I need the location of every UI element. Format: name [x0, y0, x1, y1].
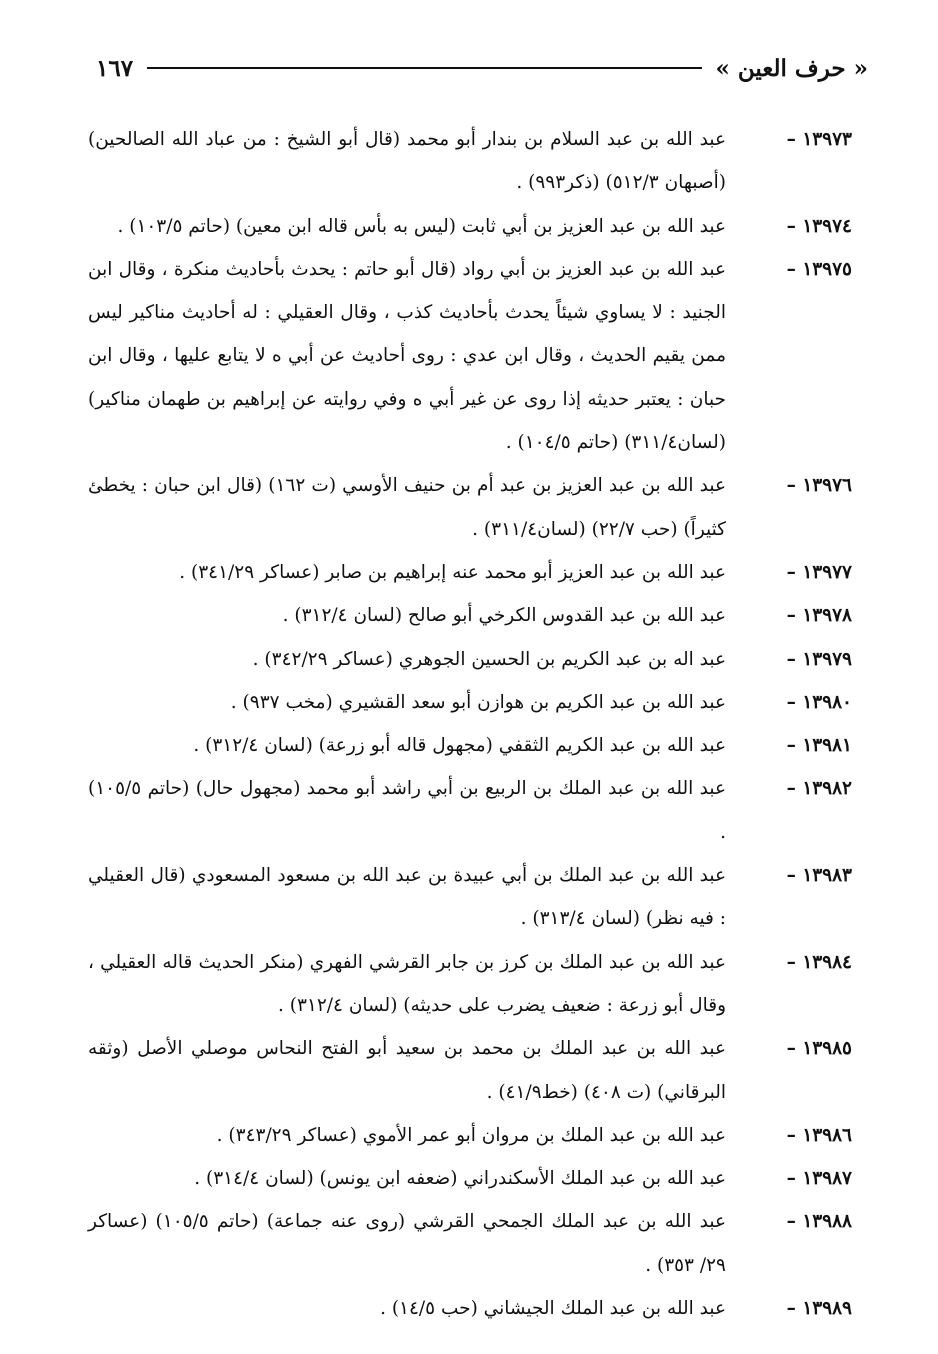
entry-text: عبد الله بن عبد الملك الجيشاني (حب ١٤/٥) . — [380, 1298, 726, 1320]
entry-number: ١٣٩٧٨ – — [786, 605, 852, 627]
entry-text: عبد الله بن عبد الملك الأسكندراني (ضعفه ابن يونس) (لسان ٣١٤/٤) . — [194, 1168, 726, 1190]
entry-text: عبد الله بن عبد الملك بن كرز بن جابر القرشي الفهري (منكر الحديث قاله العقيلي ، وقال أبو زرعة : ضعيف يضرب على حديثه) (لسان ٣١٢/٤) . — [88, 951, 726, 1016]
entry-text: عبد الله بن عبد الملك بن أبي عبيدة بن عبد الله بن مسعود المسعودي (قال العقيلي : فيه نظر) (لسان ٣١٣/٤) . — [88, 865, 726, 930]
entry-number: ١٣٩٧٣ – — [786, 129, 852, 150]
entry-13981 — [88, 724, 852, 767]
entry-13985 — [88, 1027, 852, 1114]
entry-text: عبد الله بن عبد الملك بن محمد بن سعيد أبو الفتح النحاس موصلي الأصل (وثقه البرقاني) (ت ٤٠٨) (خط٤١/٩) . — [88, 1038, 726, 1103]
entry-13974 — [88, 205, 852, 248]
entry-text: عبد الله بن عبد العزيز بن أبي رواد (قال أبو حاتم : يحدث بأحاديث منكرة ، وقال ابن الجنيد : لا يساوي شيئاً يحدث بأحاديث كذب ، وقال العقيلي : له أحاديث مناكير ليس ممن يقيم الحديث ، وقال ابن عدي : روى أحاديث عن أبي ه لا يتابع عليها ، وقال ابن حبان : يعتبر حديثه إذا روى عن غير أبي ه وفي روايته عن إبراهيم بن طهمان مناكير) (لسان٣١١/٤) (حاتم ١٠٤/٥) . — [88, 258, 726, 454]
header-rule — [147, 67, 701, 69]
entry-13988 — [88, 1200, 852, 1287]
entry-13989 — [88, 1287, 852, 1330]
entry-number: ١٣٩٧٩ – — [786, 648, 852, 670]
entry-13975 — [88, 248, 852, 464]
entry-13987 — [88, 1157, 852, 1200]
entry-13984 — [88, 941, 852, 1028]
entry-number: ١٣٩٨٠ – — [786, 691, 852, 713]
entry-text: عبد الله بن عبد السلام بن بندار أبو محمد (قال أبو الشيخ : من عباد الله الصالحين) (أصبهان ٥١٢/٣) (ذكر٩٩٣) . — [88, 129, 726, 194]
entry-13980 — [88, 681, 852, 724]
entry-number: ١٣٩٧٥ – — [786, 258, 852, 280]
entry-number: ١٣٩٧٤ – — [786, 215, 852, 237]
entry-text: عبد الله بن عبد الكريم الثقفي (مجهول قاله أبو زرعة) (لسان ٣١٢/٤) . — [193, 735, 726, 757]
entry-13982 — [88, 767, 852, 854]
entry-number: ١٣٩٨٤ – — [786, 951, 852, 973]
entry-number: ١٣٩٧٦ – — [786, 475, 852, 497]
entry-number: ١٣٩٧٧ – — [786, 561, 852, 583]
entry-13983 — [88, 854, 852, 941]
entry-13979 — [88, 638, 852, 681]
entry-number: ١٣٩٨٣ – — [786, 865, 852, 887]
entry-number: ١٣٩٨٨ – — [786, 1211, 852, 1233]
page-header — [96, 48, 868, 88]
page-number: ١٦٧ — [96, 54, 134, 82]
entry-list — [88, 118, 852, 1330]
entry-text: عبد الله بن عبد القدوس الكرخي أبو صالح (لسان ٣١٢/٤) . — [282, 605, 726, 627]
entry-text: عبد الله بن عبد الملك الجمحي القرشي (روى عنه جماعة) (حاتم ١٠٥/٥) (عساكر ٢٩/ ٣٥٣) . — [88, 1211, 726, 1276]
entry-text: عبد الله بن عبد الكريم بن هوازن أبو سعد القشيري (مخب ٩٣٧) . — [230, 691, 726, 713]
entry-13977 — [88, 551, 852, 594]
entry-number: ١٣٩٨١ – — [786, 735, 852, 757]
entry-number: ١٣٩٨٩ – — [786, 1298, 852, 1320]
entry-text: عبد الله بن عبد الملك بن الربيع بن أبي راشد أبو محمد (مجهول حال) (حاتم ١٠٥/٥) . — [88, 778, 726, 843]
entry-text: عبد الله بن عبد العزيز أبو محمد عنه إبراهيم بن صابر (عساكر ٣٤١/٢٩) . — [179, 561, 726, 583]
entry-number: ١٣٩٨٦ – — [786, 1124, 852, 1146]
entry-number: ١٣٩٨٧ – — [786, 1168, 852, 1190]
entry-13978 — [88, 594, 852, 637]
entry-text: عبد اله بن عبد الكريم بن الحسين الجوهري (عساكر ٣٤٢/٢٩) . — [252, 648, 726, 670]
entry-text: عبد الله بن عبد العزيز بن أبي ثابت (ليس به بأس قاله ابن معين) (حاتم ١٠٣/٥) . — [117, 215, 726, 237]
entry-13976 — [88, 464, 852, 551]
entry-13986 — [88, 1114, 852, 1157]
entry-text: عبد الله بن عبد الملك بن مروان أبو عمر الأموي (عساكر ٣٤٣/٢٩) . — [216, 1124, 726, 1146]
entry-number: ١٣٩٨٢ – — [786, 778, 852, 800]
entry-13973 — [88, 118, 852, 205]
chapter-title: « حرف العين » — [715, 54, 868, 82]
entry-number: ١٣٩٨٥ – — [786, 1038, 852, 1060]
entry-text: عبد الله بن عبد العزيز بن عبد أم بن حنيف الأوسي (ت ١٦٢) (قال ابن حبان : يخطئ كثيراً) (حب ٢٢/٧) (لسان٣١١/٤) . — [88, 475, 726, 540]
